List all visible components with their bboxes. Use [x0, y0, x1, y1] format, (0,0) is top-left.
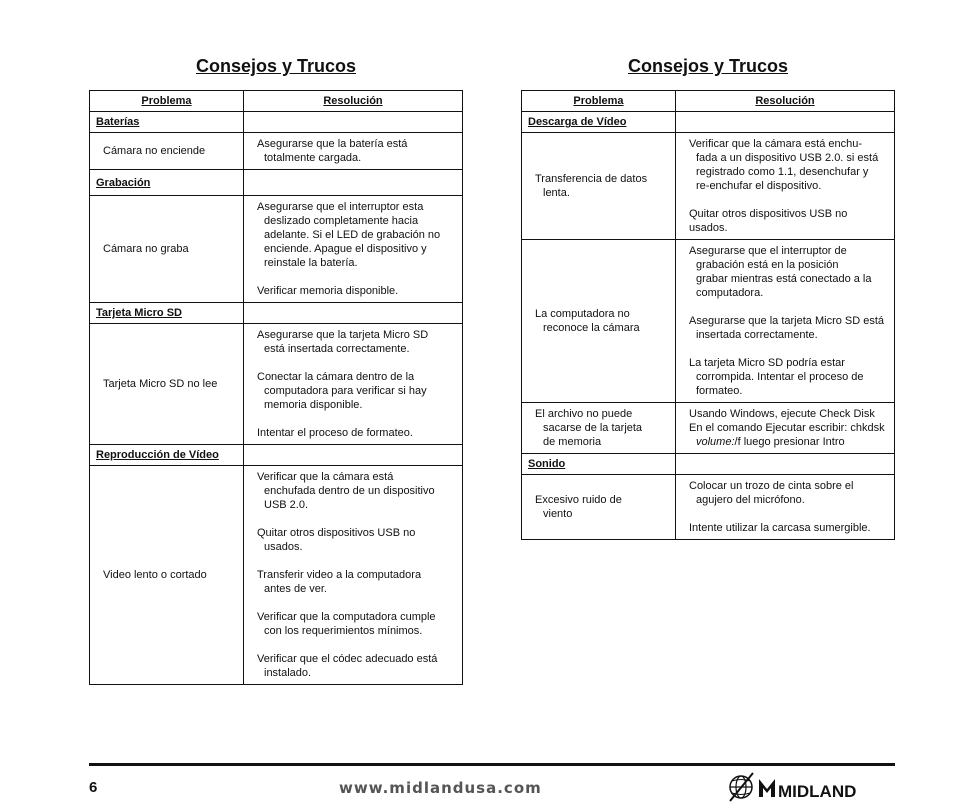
- section-row-tarjeta: [90, 303, 463, 324]
- resolution-cell: Asegurarse que la tarjeta Micro SD está insertada correctamente. Conectar la cámara dentro de la computadora para verificar si hay memoria disponible. Intentar el proceso de formateo.: [244, 324, 463, 445]
- table-row: [522, 475, 895, 540]
- footer-divider: [89, 763, 895, 766]
- problem-cell: Video lento o cortado: [90, 466, 244, 685]
- right-column: [521, 56, 895, 540]
- page-number: 6: [89, 779, 98, 796]
- resolution-cell: Verificar que la cámara está enchu- fada a un dispositivo USB 2.0. si está registrado como 1.1, desenchufar y re-enchufar el dispositivo. Quitar otros dispositivos USB no usados.: [676, 133, 895, 240]
- right-tips-table: [521, 90, 895, 540]
- section-label-tarjeta: Tarjeta Micro SD: [90, 303, 244, 324]
- svg-text:MIDLAND: MIDLAND: [778, 782, 857, 801]
- midland-logo: [727, 771, 897, 803]
- section-label-grabacion: Grabación: [90, 170, 244, 196]
- section-label-baterias: Baterías: [90, 112, 244, 133]
- resolution-cell: Verificar que la cámara está enchufada dentro de un dispositivo USB 2.0. Quitar otros dispositivos USB no usados. Transferir video a la computadora antes de ver. Verificar que la computadora cumple con los requerimientos mínimos. Verificar que el códec adecuado está instalado.: [244, 466, 463, 685]
- resolution-cell: Colocar un trozo de cinta sobre el agujero del micrófono. Intente utilizar la carcasa sumergible.: [676, 475, 895, 540]
- table-row: [522, 240, 895, 403]
- section-row-sonido: [522, 454, 895, 475]
- problem-cell: Tarjeta Micro SD no lee: [90, 324, 244, 445]
- table-row: [522, 133, 895, 240]
- problem-cell: El archivo no puede sacarse de la tarjeta de memoria: [522, 403, 676, 454]
- section-label-descarga: Descarga de Vídeo: [522, 112, 676, 133]
- section-row-baterias: [90, 112, 463, 133]
- section-label-sonido: Sonido: [522, 454, 676, 475]
- left-tips-table: [89, 90, 463, 685]
- globe-icon: [727, 771, 897, 803]
- table-row: [522, 403, 895, 454]
- problem-cell: Cámara no enciende: [90, 133, 244, 170]
- section-row-grabacion: [90, 170, 463, 196]
- right-title: Consejos y Trucos: [627, 56, 789, 76]
- table-header-row: [90, 91, 463, 112]
- resolution-cell: Asegurarse que el interruptor esta deslizado completamente hacia adelante. Si el LED de grabación no enciende. Apague el dispositivo y reinstale la batería. Verificar memoria disponible.: [244, 196, 463, 303]
- section-label-reproduccion: Reproducción de Vídeo: [90, 445, 244, 466]
- section-row-reproduccion: [90, 445, 463, 466]
- header-resolucion: Resolución: [244, 91, 463, 112]
- table-row: [90, 324, 463, 445]
- website-url[interactable]: www.midlandusa.com: [339, 779, 542, 797]
- resolution-cell: Asegurarse que la batería está totalmente cargada.: [244, 133, 463, 170]
- table-row: [90, 466, 463, 685]
- problem-cell: La computadora no reconoce la cámara: [522, 240, 676, 403]
- table-header-row: [522, 91, 895, 112]
- problem-cell: Transferencia de datos lenta.: [522, 133, 676, 240]
- table-row: [90, 196, 463, 303]
- problem-cell: Excesivo ruido de viento: [522, 475, 676, 540]
- header-problema: Problema: [90, 91, 244, 112]
- resolution-cell: Asegurarse que el interruptor de grabación está en la posición grabar mientras está conectado a la computadora. Asegurarse que la tarjeta Micro SD está insertada correctamente. La tarjeta Micro SD podría estar corrompida. Intentar el proceso de formateo.: [676, 240, 895, 403]
- section-row-descarga: [522, 112, 895, 133]
- problem-cell: Cámara no graba: [90, 196, 244, 303]
- left-column: [89, 56, 463, 685]
- table-row: [90, 133, 463, 170]
- header-problema: Problema: [522, 91, 676, 112]
- left-title: Consejos y Trucos: [195, 56, 357, 76]
- resolution-cell: Usando Windows, ejecute Check Disk En el comando Ejecutar escribir: chkdsk volume:/f luego presionar Intro: [676, 403, 895, 454]
- header-resolucion: Resolución: [676, 91, 895, 112]
